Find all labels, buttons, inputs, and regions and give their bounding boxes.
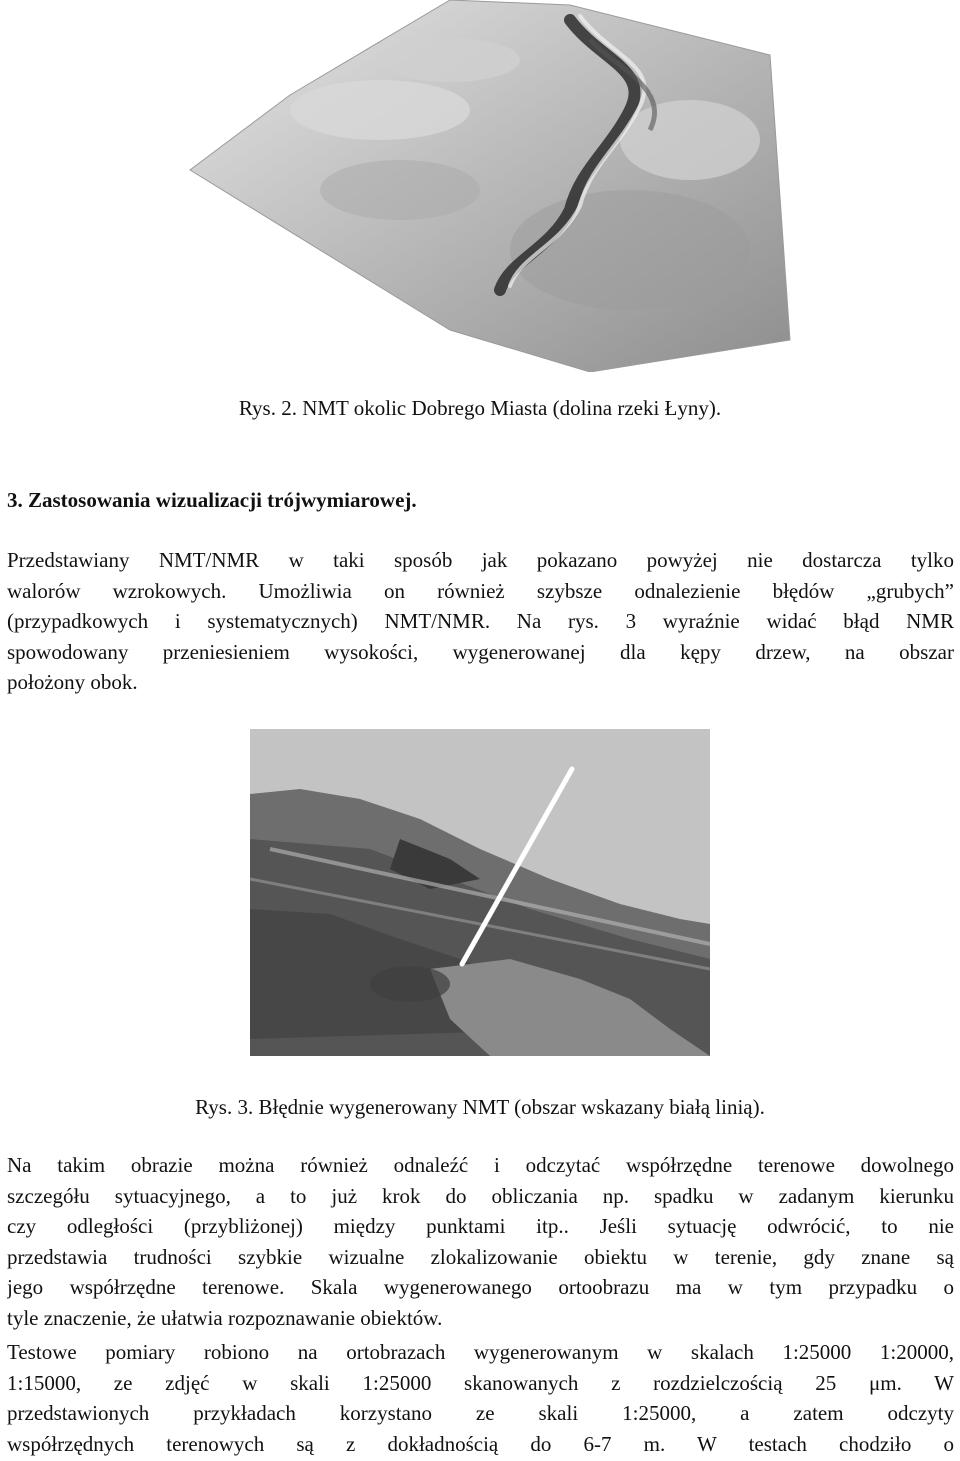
paragraph-line: czy odległości (przybliżonej) między punktami itp.. Jeśli sytuację odwrócić, to nie <box>7 1214 954 1239</box>
figure-2-caption: Rys. 2. NMT okolic Dobrego Miasta (dolina rzeki Łyny). <box>238 396 722 420</box>
paragraph-line: walorów wzrokowych. Umożliwia on również szybsze odnalezienie błędów „grubych” <box>7 578 954 603</box>
erroneous-dtm-figure <box>250 729 710 1056</box>
terrain-3d-render <box>150 0 810 372</box>
paragraph-line: przedstawia trudności szybkie wizualne zlokalizowanie obiektu w terenie, gdy znane są <box>7 1244 954 1269</box>
paragraph-line: przedstawionych przykładach korzystano ze skali 1:25000, a zatem odczyty <box>7 1401 954 1426</box>
paragraph-line: spowodowany przeniesieniem wysokości, wygenerowanej dla kępy drzew, na obszar <box>7 639 954 664</box>
paragraph-line: Testowe pomiary robiono na ortobrazach wygenerowanym w skalach 1:25000 1:20000, <box>7 1340 954 1364</box>
paragraph-line: szczegółu sytuacyjnego, a to już krok do obliczania np. spadku w zadanym kierunku <box>7 1183 954 1208</box>
paragraph-3 <box>7 1337 954 1459</box>
paragraph-line: (przypadkowych i systematycznych) NMT/NMR. Na rys. 3 wyraźnie widać błąd NMR <box>7 609 954 634</box>
paragraph-2 <box>7 1150 954 1334</box>
dtm-error-render <box>250 729 710 1056</box>
section-heading: 3. Zastosowania wizualizacji trójwymiarowej. <box>7 488 417 512</box>
terrain-model-figure <box>150 0 810 372</box>
paragraph-line: tyle znaczenie, że ułatwia rozpoznawanie obiektów. <box>7 1305 443 1330</box>
paragraph-line: współrzędnych terenowych są z dokładnością do 6-7 m. W testach chodziło o <box>7 1431 954 1456</box>
paragraph-line: jego współrzędne terenowe. Skala wygenerowanego ortoobrazu ma w tym przypadku o <box>7 1275 954 1300</box>
figure-3-caption: Rys. 3. Błędnie wygenerowany NMT (obszar wskazany białą linią). <box>195 1095 765 1119</box>
paragraph-line: 1:15000, ze zdjęć w skali 1:25000 skanowanych z rozdzielczością 25 μm. W <box>7 1370 954 1395</box>
paragraph-line: Przedstawiany NMT/NMR w taki sposób jak pokazano powyżej nie dostarcza tylko <box>7 548 954 572</box>
paragraph-line: położony obok. <box>7 670 138 695</box>
paragraph-line: Na takim obrazie można również odnaleźć i odczytać współrzędne terenowe dowolnego <box>7 1153 954 1177</box>
paragraph-1 <box>7 545 954 698</box>
